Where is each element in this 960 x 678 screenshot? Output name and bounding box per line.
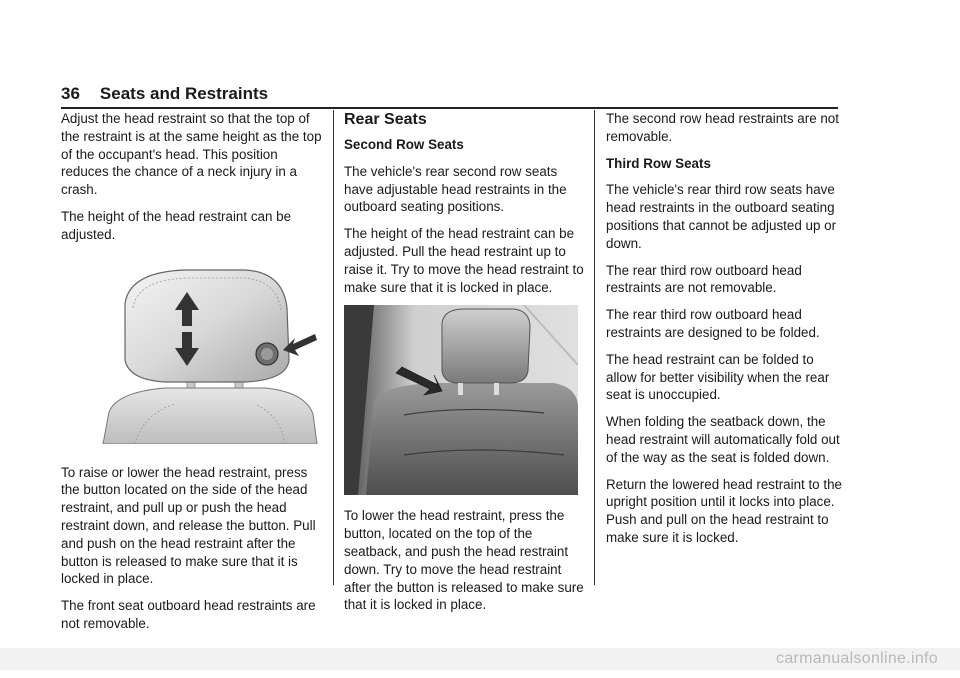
paragraph: The rear third row outboard head restraints are not removable.	[606, 262, 802, 296]
section-heading: Rear Seats	[344, 111, 427, 128]
front-head-restraint-illustration	[95, 264, 320, 444]
paragraph: The vehicle's rear third row seats have head restraints in the outboard seating positions that cannot be adjusted up or down.	[606, 182, 837, 251]
paragraph: The second row head restraints are not removable.	[606, 111, 839, 144]
page-number: 36	[61, 84, 80, 103]
column-divider	[333, 110, 334, 585]
subheading: Second Row Seats	[344, 137, 464, 152]
column-3	[606, 110, 842, 556]
paragraph: To raise or lower the head restraint, press the button located on the side of the head restraint, and pull up or push the head restraint down, and release the button. Pull and push on the head restraint after the button is released to make sure that it is locked in place.	[61, 464, 316, 587]
paragraph: To lower the head restraint, press the button, located on the top of the seatback, and push the head restraint down. Try to move the head restraint after the button is released to make sure that it is locked in place.	[344, 508, 584, 613]
column-divider	[594, 110, 595, 585]
paragraph: The height of the head restraint can be adjusted. Pull the head restraint up to raise it. Try to move the head restraint to make sure that it is locked in place.	[344, 226, 584, 295]
paragraph: The front seat outboard head restraints are not removable.	[61, 598, 316, 631]
paragraph: Adjust the head restraint so that the top of the restraint is at the same height as the top of the occupant's head. This position reduces the chance of a neck injury in a crash.	[61, 111, 322, 198]
paragraph: The rear third row outboard head restraints are designed to be folded.	[606, 307, 820, 340]
page-header	[61, 84, 838, 106]
paragraph: Return the lowered head restraint to the upright position until it locks into place. Push and pull on the head restraint to make sure it is locked.	[606, 476, 842, 545]
subheading: Third Row Seats	[606, 155, 711, 171]
header-rule	[61, 107, 838, 109]
paragraph: When folding the seatback down, the head restraint will automatically fold out of the way as the seat is folded down.	[606, 414, 840, 465]
paragraph: The vehicle's rear second row seats have adjustable head restraints in the outboard seating positions.	[344, 163, 567, 215]
rear-seat-head-restraint-photo	[344, 305, 578, 495]
watermark-bar	[0, 648, 960, 670]
paragraph: The height of the head restraint can be adjusted.	[61, 208, 292, 242]
column-2	[344, 110, 584, 623]
paragraph: The head restraint can be folded to allow for better visibility when the rear seat is unoccupied.	[606, 351, 830, 403]
section-title: Seats and Restraints	[99, 84, 269, 103]
column-1	[61, 110, 323, 642]
watermark-text: carmanualsonline.info	[776, 650, 938, 667]
